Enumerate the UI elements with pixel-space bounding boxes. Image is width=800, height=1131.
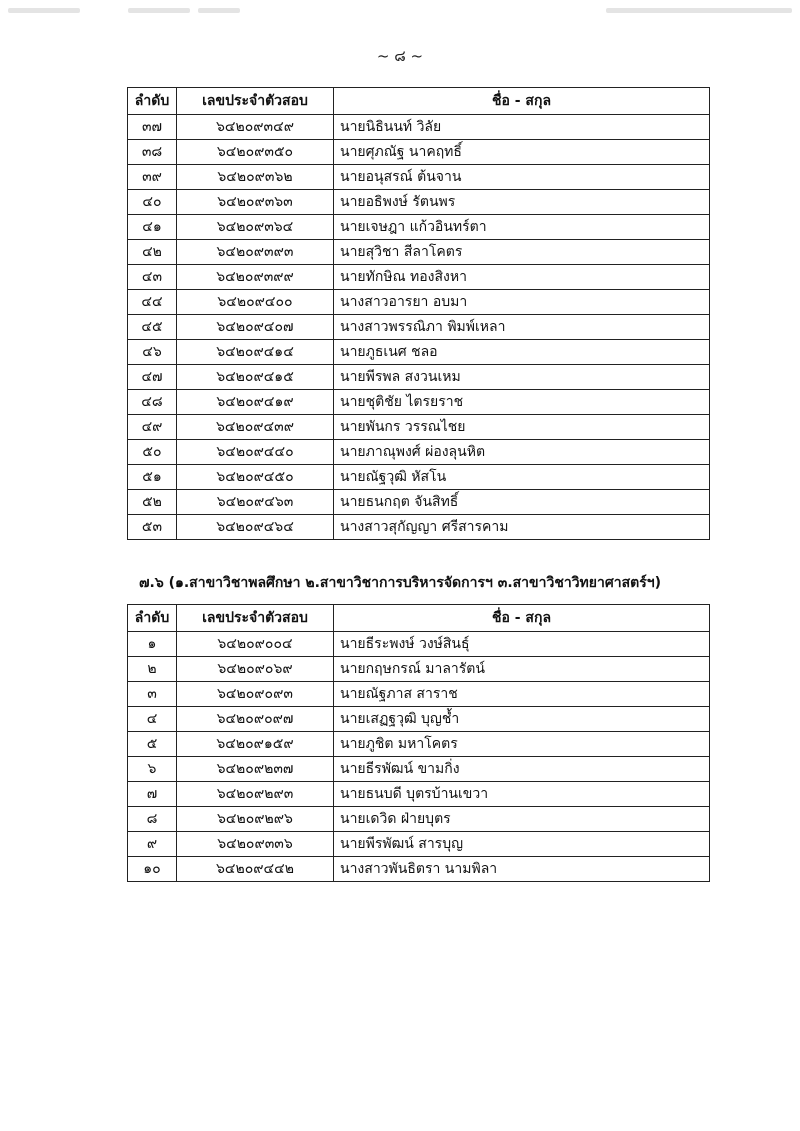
row-name: นายภูธเนศ ชลอ — [334, 340, 710, 365]
table-row — [128, 657, 710, 682]
row-seq: ๑๐ — [128, 857, 177, 882]
header-name: ชื่อ - สกุล — [334, 88, 710, 115]
row-exam-id: ๖๔๒๐๙๓๕๐ — [177, 140, 334, 165]
row-exam-id: ๖๔๒๐๙๔๓๙ — [177, 415, 334, 440]
row-seq: ๔๘ — [128, 390, 177, 415]
row-seq: ๒ — [128, 657, 177, 682]
row-seq: ๕ — [128, 732, 177, 757]
row-exam-id: ๖๔๒๐๙๔๑๙ — [177, 390, 334, 415]
row-name: นายเดวิด ฝ่ายบุตร — [334, 807, 710, 832]
row-name: นายธีระพงษ์ วงษ์สินธุ์ — [334, 632, 710, 657]
row-name: นายธนกฤต จันสิทธิ์ — [334, 490, 710, 515]
row-seq: ๕๐ — [128, 440, 177, 465]
row-seq: ๔๖ — [128, 340, 177, 365]
table-row — [128, 215, 710, 240]
table-row — [128, 190, 710, 215]
row-seq: ๔๓ — [128, 265, 177, 290]
table-row — [128, 340, 710, 365]
row-exam-id: ๖๔๒๐๙๐๙๓ — [177, 682, 334, 707]
table-row — [128, 115, 710, 140]
row-seq: ๔๙ — [128, 415, 177, 440]
table-row — [128, 832, 710, 857]
row-exam-id: ๖๔๒๐๙๔๔๐ — [177, 440, 334, 465]
row-exam-id: ๖๔๒๐๙๓๔๙ — [177, 115, 334, 140]
table-row — [128, 782, 710, 807]
row-seq: ๔๒ — [128, 240, 177, 265]
row-name: นายทักษิณ ทองสิงหา — [334, 265, 710, 290]
row-name: นายกฤษกรณ์ มาลารัตน์ — [334, 657, 710, 682]
row-exam-id: ๖๔๒๐๙๔๖๓ — [177, 490, 334, 515]
section-heading: ๗.๖ (๑.สาขาวิชาพลศึกษา ๒.สาขาวิชาการบริหารจัดการฯ ๓.สาขาวิชาวิทยาศาสตร์ฯ) — [138, 575, 662, 591]
row-exam-id: ๖๔๒๐๙๔๕๐ — [177, 465, 334, 490]
row-seq: ๑ — [128, 632, 177, 657]
table-row — [128, 807, 710, 832]
row-exam-id: ๖๔๒๐๙๓๖๒ — [177, 165, 334, 190]
row-name: นายศุภณัฐ นาคฤทธิ์ — [334, 140, 710, 165]
table-row — [128, 490, 710, 515]
row-exam-id: ๖๔๒๐๙๓๙๓ — [177, 240, 334, 265]
row-exam-id: ๖๔๒๐๙๒๙๓ — [177, 782, 334, 807]
row-seq: ๙ — [128, 832, 177, 857]
table-row — [128, 515, 710, 540]
table-row — [128, 390, 710, 415]
row-seq: ๓ — [128, 682, 177, 707]
header-seq: ลำดับ — [128, 605, 177, 632]
row-seq: ๘ — [128, 807, 177, 832]
table-row — [128, 732, 710, 757]
row-name: นายเสฏฐวุฒิ บุญช้ำ — [334, 707, 710, 732]
table-row — [128, 290, 710, 315]
row-exam-id: ๖๔๒๐๙๓๖๔ — [177, 215, 334, 240]
header-name: ชื่อ - สกุล — [334, 605, 710, 632]
row-seq: ๔๐ — [128, 190, 177, 215]
row-exam-id: ๖๔๒๐๙๓๓๖ — [177, 832, 334, 857]
row-name: นางสาวสุกัญญา ศรีสารคาม — [334, 515, 710, 540]
row-name: นายธนบดี บุตรบ้านเขวา — [334, 782, 710, 807]
scan-header-artifact — [0, 6, 800, 16]
table-row — [128, 265, 710, 290]
row-name: นายพันกร วรรณไชย — [334, 415, 710, 440]
row-exam-id: ๖๔๒๐๙๔๐๗ — [177, 315, 334, 340]
row-seq: ๔๔ — [128, 290, 177, 315]
row-seq: ๓๗ — [128, 115, 177, 140]
row-exam-id: ๖๔๒๐๙๔๔๒ — [177, 857, 334, 882]
row-exam-id: ๖๔๒๐๙๔๖๔ — [177, 515, 334, 540]
table-header-row — [128, 605, 710, 632]
row-seq: ๕๓ — [128, 515, 177, 540]
row-name: นายธีรพัฒน์ ขามกิ่ง — [334, 757, 710, 782]
table-row — [128, 682, 710, 707]
row-name: นางสาวพันธิตรา นามพิลา — [334, 857, 710, 882]
candidate-table-2 — [127, 604, 710, 882]
row-exam-id: ๖๔๒๐๙๓๖๓ — [177, 190, 334, 215]
table-header-row — [128, 88, 710, 115]
candidate-table-1 — [127, 87, 710, 540]
row-exam-id: ๖๔๒๐๙๐๐๔ — [177, 632, 334, 657]
table-row — [128, 140, 710, 165]
row-name: นายพีรพล สงวนเหม — [334, 365, 710, 390]
row-seq: ๔๗ — [128, 365, 177, 390]
row-name: นายอนุสรณ์ ต้นจาน — [334, 165, 710, 190]
row-seq: ๓๙ — [128, 165, 177, 190]
row-exam-id: ๖๔๒๐๙๑๕๙ — [177, 732, 334, 757]
row-name: นางสาวอารยา อบมา — [334, 290, 710, 315]
row-exam-id: ๖๔๒๐๙๓๙๙ — [177, 265, 334, 290]
row-name: นายนิธินนท์ วิลัย — [334, 115, 710, 140]
row-exam-id: ๖๔๒๐๙๒๙๖ — [177, 807, 334, 832]
row-name: นายภูชิต มหาโคตร — [334, 732, 710, 757]
row-seq: ๖ — [128, 757, 177, 782]
row-name: นายชุติชัย ไตรยราช — [334, 390, 710, 415]
table-row — [128, 632, 710, 657]
table-row — [128, 440, 710, 465]
row-seq: ๔๑ — [128, 215, 177, 240]
row-name: นายณัฐวุฒิ หัสโน — [334, 465, 710, 490]
table-row — [128, 707, 710, 732]
row-name: นายณัฐภาส สาราช — [334, 682, 710, 707]
table-row — [128, 757, 710, 782]
table-row — [128, 465, 710, 490]
row-exam-id: ๖๔๒๐๙๔๑๔ — [177, 340, 334, 365]
page-number: ~ ๘ ~ — [376, 47, 424, 65]
table-row — [128, 240, 710, 265]
row-seq: ๕๑ — [128, 465, 177, 490]
row-seq: ๗ — [128, 782, 177, 807]
table-row — [128, 415, 710, 440]
header-seq: ลำดับ — [128, 88, 177, 115]
row-exam-id: ๖๔๒๐๙๐๙๗ — [177, 707, 334, 732]
row-seq: ๔ — [128, 707, 177, 732]
row-seq: ๓๘ — [128, 140, 177, 165]
row-seq: ๕๒ — [128, 490, 177, 515]
row-name: นายอธิพงษ์ รัตนพร — [334, 190, 710, 215]
row-exam-id: ๖๔๒๐๙๐๖๙ — [177, 657, 334, 682]
row-name: นางสาวพรรณิภา พิมพ์เหลา — [334, 315, 710, 340]
row-name: นายเจษฎา แก้วอินทร์ตา — [334, 215, 710, 240]
header-exam-id: เลขประจำตัวสอบ — [177, 605, 334, 632]
row-name: นายพีรพัฒน์ สารบุญ — [334, 832, 710, 857]
table-row — [128, 365, 710, 390]
table-row — [128, 165, 710, 190]
row-name: นายสุวิชา สีลาโคตร — [334, 240, 710, 265]
table-row — [128, 857, 710, 882]
header-exam-id: เลขประจำตัวสอบ — [177, 88, 334, 115]
row-seq: ๔๕ — [128, 315, 177, 340]
row-exam-id: ๖๔๒๐๙๔๐๐ — [177, 290, 334, 315]
row-exam-id: ๖๔๒๐๙๔๑๕ — [177, 365, 334, 390]
table-row — [128, 315, 710, 340]
row-name: นายภาณุพงศ์ ผ่องลุนหิต — [334, 440, 710, 465]
row-exam-id: ๖๔๒๐๙๒๓๗ — [177, 757, 334, 782]
